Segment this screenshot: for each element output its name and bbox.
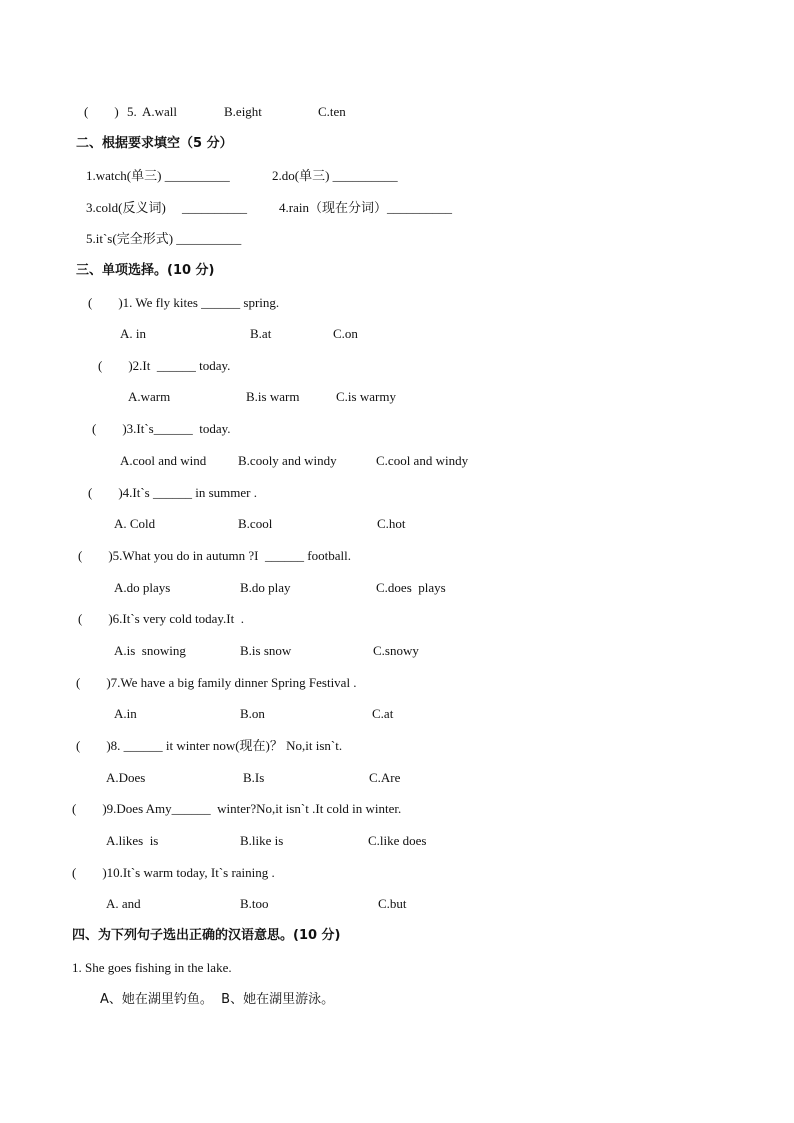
mc-10-option-b: B.too [240,896,269,911]
mc-8-option-c: C.Are [369,770,401,785]
question-number: 5. [127,104,137,119]
mc-10-option-c: C.but [378,896,407,911]
section-4-title: 四、为下列句子选出正确的汉语意思。(10 分) [72,928,341,943]
mc-9-option-b: B.like is [240,833,284,848]
mc-3-option-c: C.cool and windy [376,453,469,468]
mc-9-option-c: C.like does [368,833,427,848]
mc-5-option-b: B.do play [240,580,291,595]
mc-question-4: ( )4.It`s ______ in summer . [88,485,257,500]
mc-7-option-a: A.in [114,706,137,721]
fill-item-5: 5.it`s(完全形式) __________ [86,231,242,246]
mc-question-3: ( )3.It`s______ today. [92,421,231,436]
mc-4-option-b: B.cool [238,516,273,531]
section-2-title: 二、根据要求填空（5 分） [76,136,233,151]
mc-4-option-c: C.hot [377,516,406,531]
translation-question-1: 1. She goes fishing in the lake. [72,960,232,975]
mc-question-5: ( )5.What you do in autumn ?I ______ football. [78,548,351,563]
mc-2-option-c: C.is warmy [336,389,396,404]
option-c: C.ten [318,104,346,119]
mc-question-6: ( )6.It`s very cold today.It . [78,611,244,626]
fill-item-3: 3.cold(反义词) __________ [86,200,248,215]
mc-3-option-a: A.cool and wind [120,453,207,468]
mc-1-option-c: C.on [333,326,358,341]
section-3-title: 三、单项选择。(10 分) [76,263,215,278]
mc-question-9: ( )9.Does Amy______ winter?No,it isn`t .It cold in winter. [72,801,402,816]
mc-7-option-b: B.on [240,706,265,721]
mc-2-option-b: B.is warm [246,389,300,404]
option-a: A.wall [142,104,178,119]
mc-8-option-b: B.Is [243,770,265,785]
mc-8-option-a: A.Does [106,770,146,785]
mc-10-option-a: A. and [106,896,141,911]
mc-question-2: ( )2.It ______ today. [98,358,231,373]
mc-7-option-c: C.at [372,706,394,721]
mc-question-1: ( )1. We fly kites ______ spring. [88,295,280,310]
translation-1-options: A、她在湖里钓鱼。 B、她在湖里游泳。 [100,992,335,1007]
mc-5-option-c: C.does plays [376,580,446,595]
option-b: B.eight [224,104,262,119]
mc-3-option-b: B.cooly and windy [238,453,337,468]
mc-question-8: ( )8. ______ it winter now(现在)？ No,it isn`t. [76,738,343,753]
mc-1-option-a: A. in [120,326,146,341]
mc-question-7: ( )7.We have a big family dinner Spring Festival . [76,675,357,690]
fill-item-2: 2.do(单三) __________ [272,168,398,183]
mc-6-option-c: C.snowy [373,643,419,658]
mc-2-option-a: A.warm [128,389,171,404]
mc-6-option-b: B.is snow [240,643,292,658]
mc-1-option-b: B.at [250,326,272,341]
mc-4-option-a: A. Cold [114,516,156,531]
mc-6-option-a: A.is snowing [114,643,186,658]
mc-question-10: ( )10.It`s warm today, It`s raining . [72,865,275,880]
fill-item-4: 4.rain（现在分词）__________ [279,200,452,215]
fill-item-1: 1.watch(单三) __________ [86,168,230,183]
mc-5-option-a: A.do plays [114,580,171,595]
mc-9-option-a: A.likes is [106,833,159,848]
question-paren[interactable]: ( ) [84,104,119,119]
